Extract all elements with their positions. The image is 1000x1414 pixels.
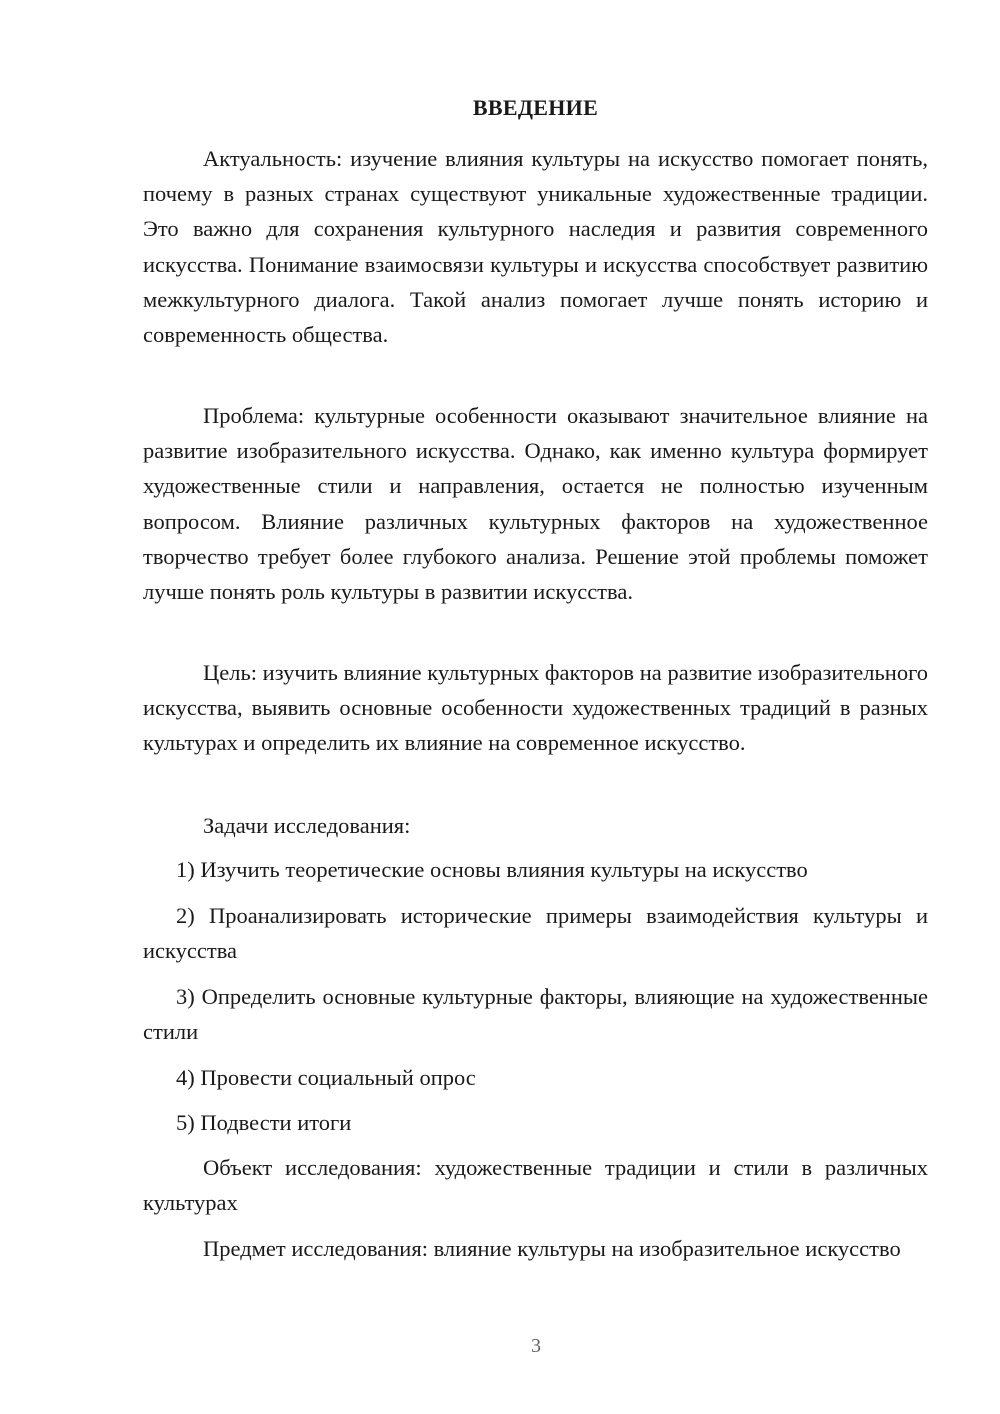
goal-paragraph: Цель: изучить влияние культурных факторов на развитие изобразительного искусства, выявить основные особенности художественных традиций в разных культурах и определить их влияние на современное искусство. bbox=[143, 660, 928, 756]
page-number: 3 bbox=[531, 1335, 541, 1357]
relevance-paragraph: Актуальность: изучение влияния культуры на искусство помогает понять, почему в разных странах существуют уникальные художественные традиции. Это важно для сохранения культурного наследия и развития современного искусства. Понимание взаимосвязи культуры и искусства способствует развитию межкультурного диалога. Такой анализ помогает лучше понять историю и современность общества. bbox=[143, 146, 928, 348]
task-item: 5) Подвести итоги bbox=[176, 1110, 352, 1135]
object-paragraph: Объект исследования: художественные традиции и стили в различных культурах bbox=[143, 1155, 928, 1216]
tasks-heading: Задачи исследования: bbox=[203, 813, 411, 838]
task-item: 3) Определить основные культурные факторы, влияющие на художественные стили bbox=[143, 984, 928, 1045]
task-item: 4) Провести социальный опрос bbox=[176, 1065, 476, 1090]
subject-paragraph: Предмет исследования: влияние культуры на изобразительное искусство bbox=[203, 1236, 901, 1261]
task-item: 1) Изучить теоретические основы влияния культуры на искусство bbox=[176, 857, 808, 882]
problem-paragraph: Проблема: культурные особенности оказывают значительное влияние на развитие изобразительного искусства. Однако, как именно культура формирует художественные стили и направления, остается не полностью изученным вопросом. Влияние различных культурных факторов на художественное творчество требует более глубокого анализа. Решение этой проблемы поможет лучше понять роль культуры в развитии искусства. bbox=[143, 403, 928, 605]
task-item: 2) Проанализировать исторические примеры взаимодействия культуры и искусства bbox=[143, 903, 928, 964]
section-title: ВВЕДЕНИЕ bbox=[472, 95, 599, 120]
